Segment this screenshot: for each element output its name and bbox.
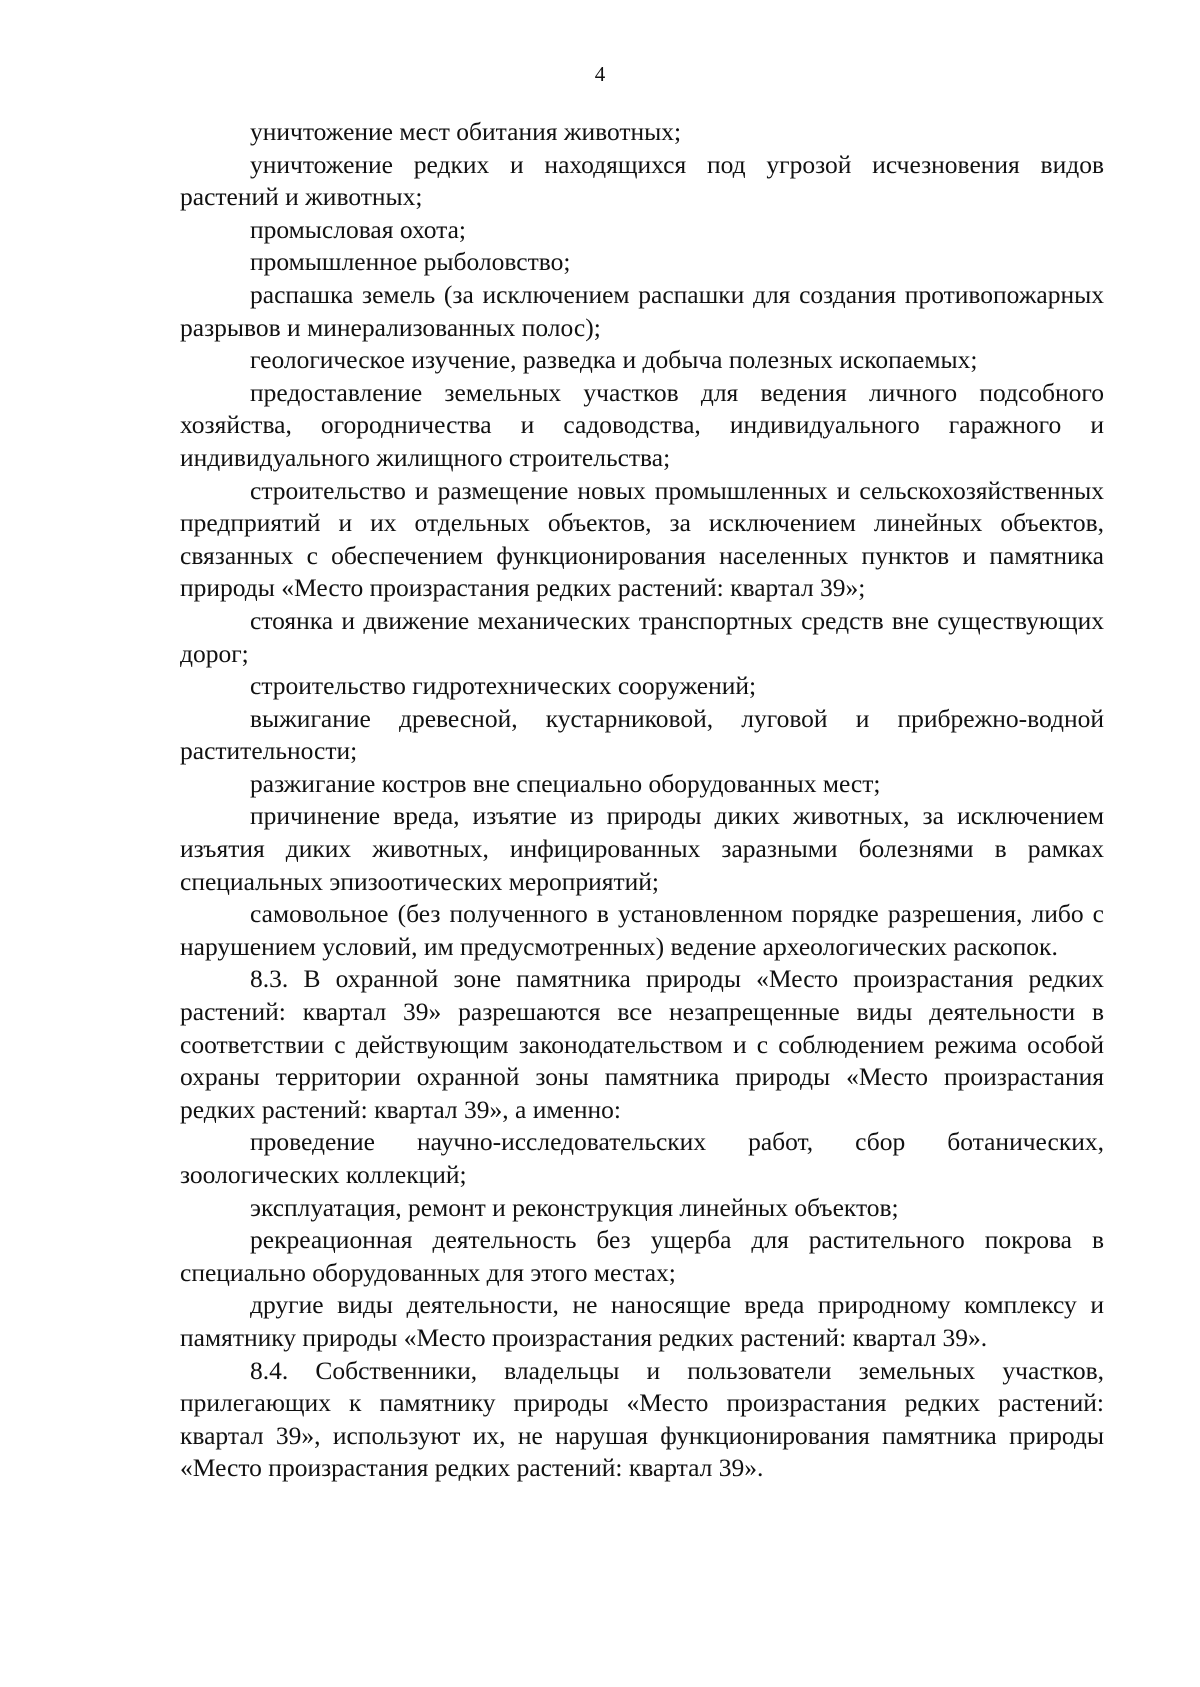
paragraph: стоянка и движение механических транспортных средств вне существующих дорог; xyxy=(180,605,1104,668)
paragraph: проведение научно-исследовательских работ, сбор ботанических, зоологических коллекций; xyxy=(180,1127,1104,1189)
paragraph: причинение вреда, изъятие из природы диких животных, за исключением изъятия диких животных, инфицированных заразными болезнями в рамках специальных эпизоотических мероприятий; xyxy=(180,801,1104,896)
paragraph-section-8-4: 8.4. Собственники, владельцы и пользователи земельных участков, прилегающих к памятнику природы «Место произрастания редких растений: квартал 39», используют их, не нарушая функционирования памятника природы «Место произрастания редких растений: квартал 39». xyxy=(180,1355,1104,1483)
paragraph: распашка земель (за исключением распашки для создания противопожарных разрывов и минерализованных полос); xyxy=(180,279,1104,342)
paragraph: эксплуатация, ремонт и реконструкция линейных объектов; xyxy=(250,1192,899,1222)
paragraph: выжигание древесной, кустарниковой, луговой и прибрежно-водной растительности; xyxy=(180,703,1104,766)
paragraph: предоставление земельных участков для ведения личного подсобного хозяйства, огородничества и садоводства, индивидуального гаражного и индивидуального жилищного строительства; xyxy=(180,377,1104,472)
document-body xyxy=(180,116,1104,1485)
paragraph: строительство гидротехнических сооружений; xyxy=(250,671,757,701)
paragraph: промысловая охота; xyxy=(250,214,467,244)
paragraph-section-8-3: 8.3. В охранной зоне памятника природы «Место произрастания редких растений: квартал 39» разрешаются все незапрещенные виды деятельности в соответствии с действующим законодательством и с соблюдением режима особой охраны территории охранной зоны памятника природы «Место произрастания редких растений: квартал 39», а именно: xyxy=(180,964,1104,1124)
paragraph: самовольное (без полученного в установленном порядке разрешения, либо с нарушением условий, им предусмотренных) ведение археологических раскопок. xyxy=(180,899,1104,961)
page-number: 4 xyxy=(594,62,606,86)
paragraph: разжигание костров вне специально оборудованных мест; xyxy=(250,768,881,798)
paragraph: другие виды деятельности, не наносящие вреда природному комплексу и памятнику природы «Место произрастания редких растений: квартал 39». xyxy=(180,1290,1104,1352)
paragraph: уничтожение мест обитания животных; xyxy=(250,117,682,146)
paragraph: рекреационная деятельность без ущерба для растительного покрова в специально оборудованных для этого местах; xyxy=(180,1225,1104,1287)
paragraph: промышленное рыболовство; xyxy=(250,247,571,277)
paragraph: строительство и размещение новых промышленных и сельскохозяйственных предприятий и их отдельных объектов, за исключением линейных объектов, связанных с обеспечением функционирования населенных пунктов и памятника природы «Место произрастания редких растений: квартал 39»; xyxy=(180,475,1104,603)
paragraph: уничтожение редких и находящихся под угрозой исчезновения видов растений и животных; xyxy=(180,149,1104,212)
paragraph: геологическое изучение, разведка и добыча полезных ископаемых; xyxy=(250,345,978,375)
